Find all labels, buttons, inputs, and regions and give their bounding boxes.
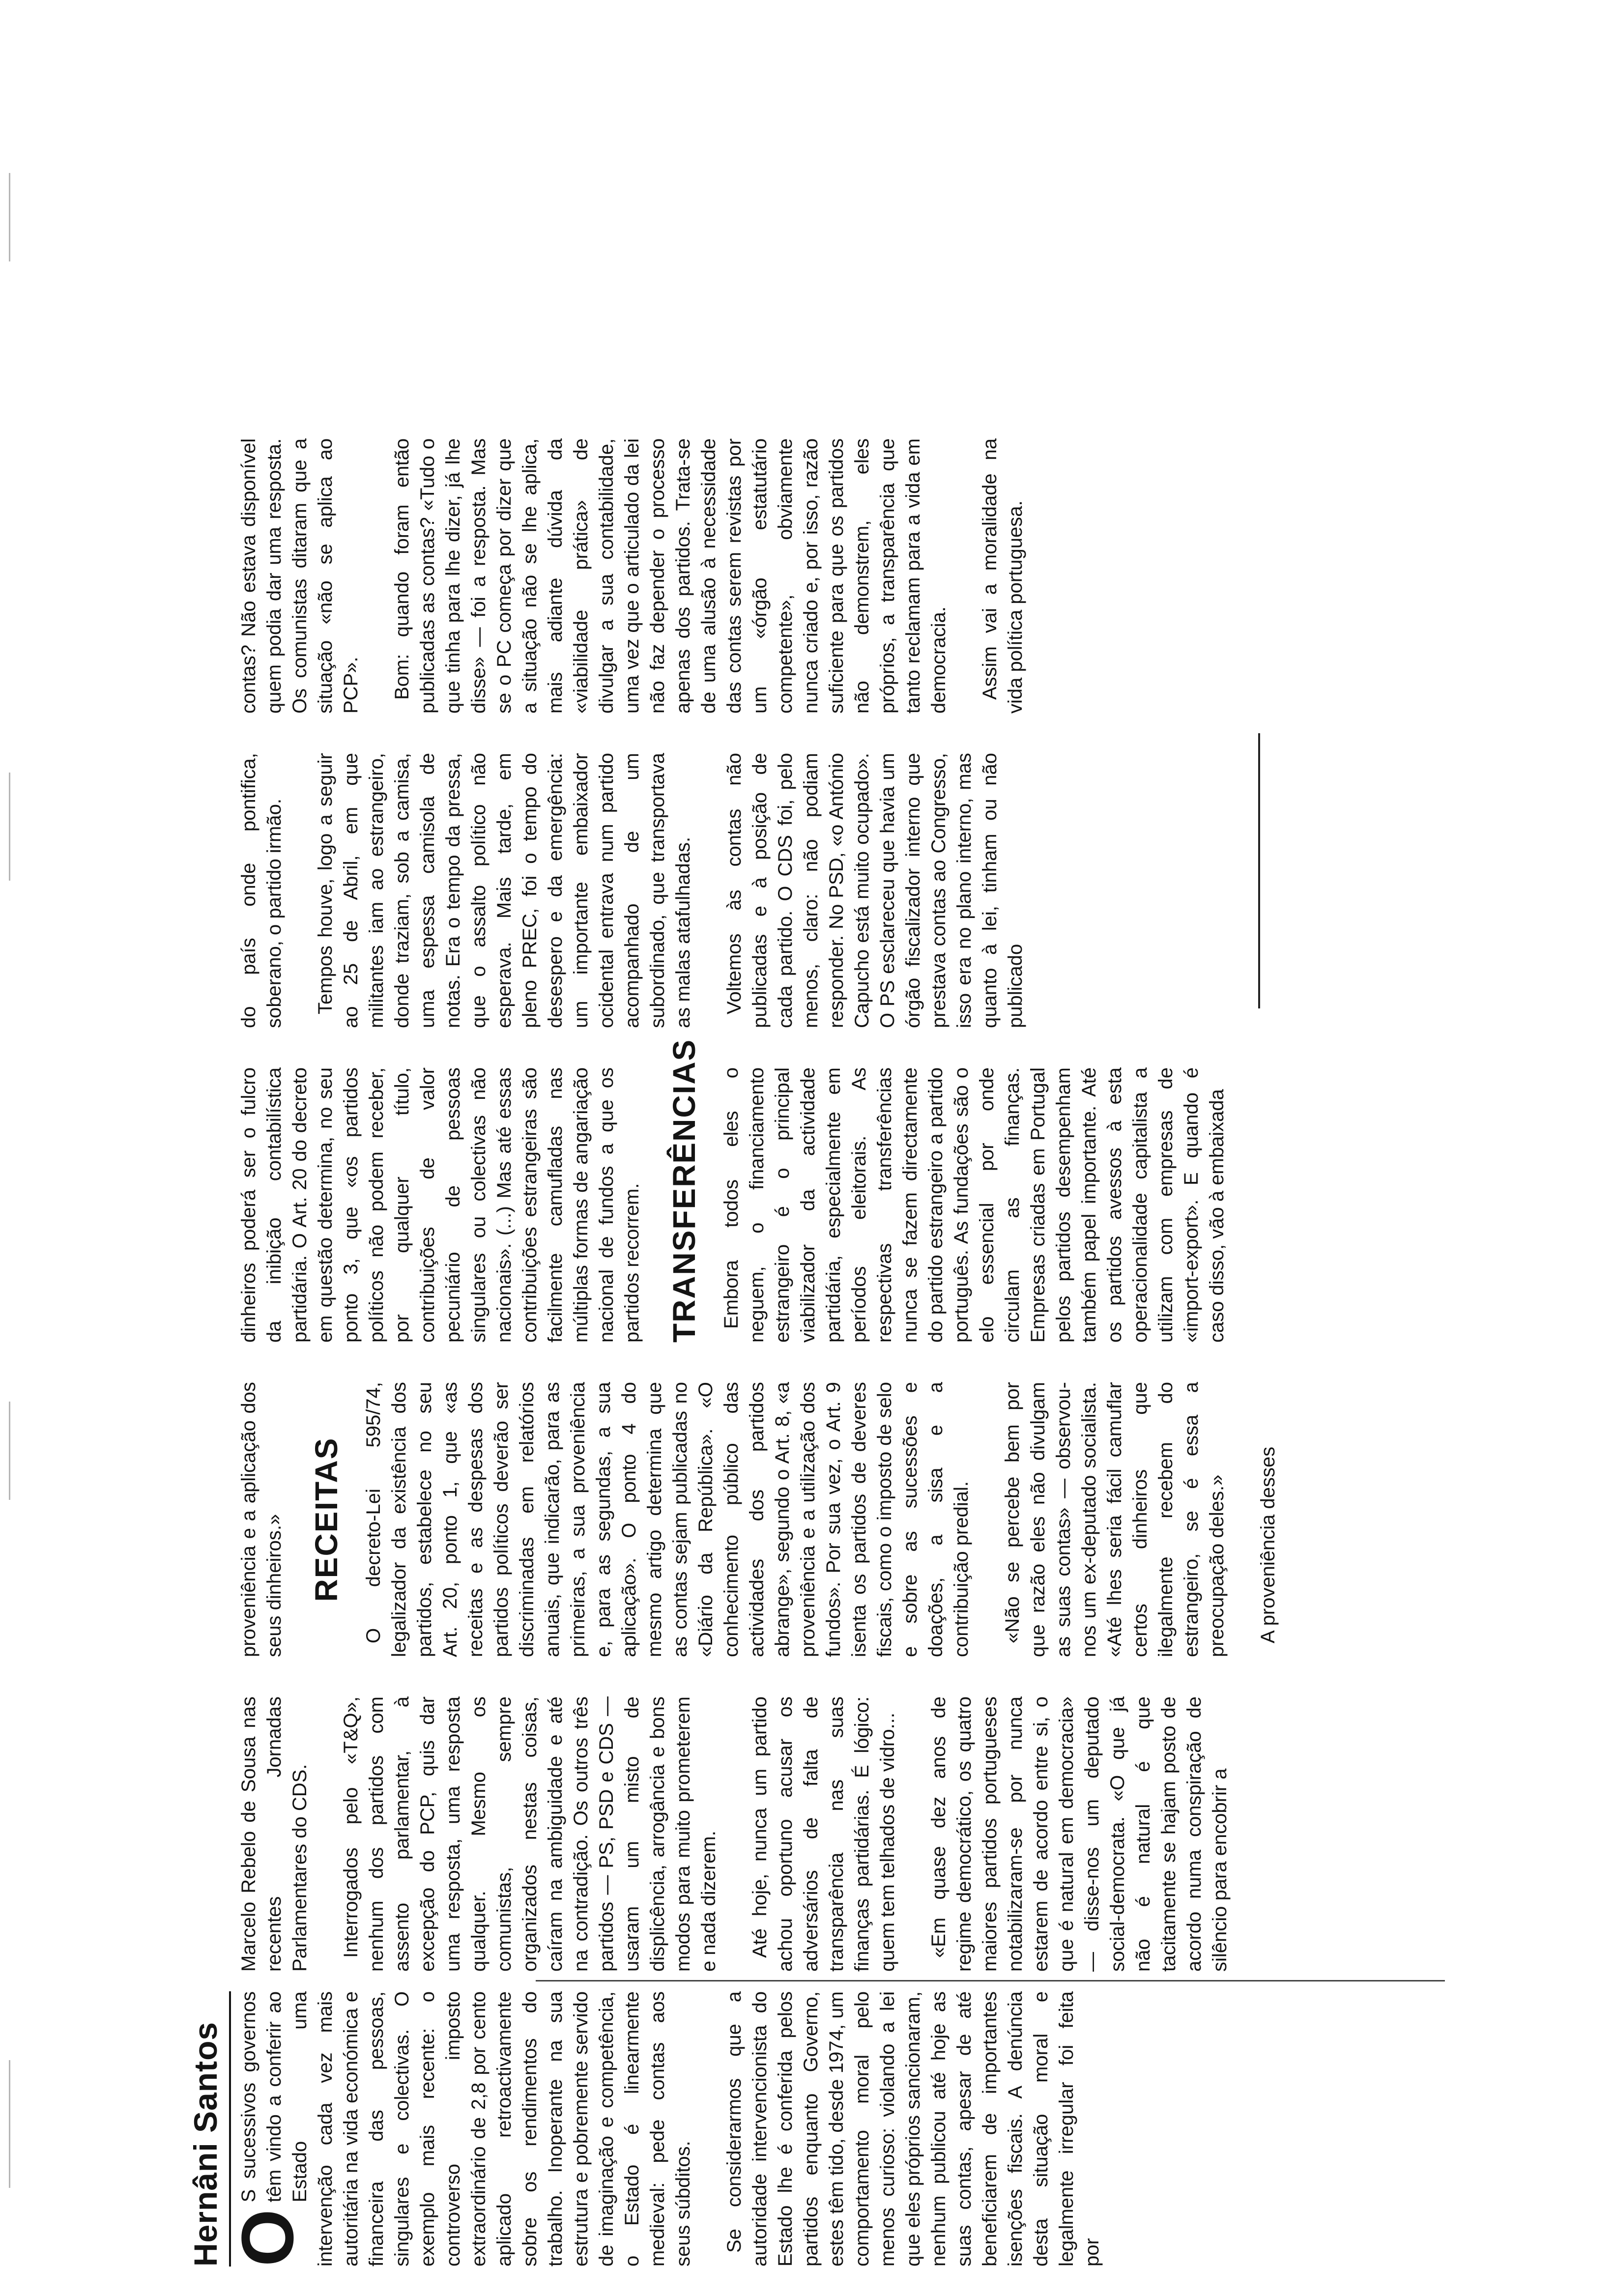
- drop-cap: O: [226, 2209, 309, 2267]
- paragraph: Marcelo Rebelo de Sousa nas recentes Jornadas Parlamentares do CDS.: [238, 1696, 311, 1972]
- column-divider: [536, 1980, 1445, 1981]
- paragraph: «Não se percebe bem por que razão eles não divulgam as suas contas» — observou-nos um ex-deputado socialista. «Até lhes seria fácil camuflar certos dinheiros que ilegalmente recebem do estrangeiro, se é essa a preocupação deles.»: [1002, 1382, 1228, 1657]
- paragraph: «Em quase dez anos de regime democrático, os quatro maiores partidos portugueses notabilizaram-se por nunca estarem de acordo entre si, o que é natural em democracia» — disse-nos um deputado social-democrata. «O que já não é natural é que tacitamente se hajam posto de acordo numa conspiração de silêncio para encobrir a: [928, 1696, 1231, 1972]
- paragraph: Bom: quando foram então publicadas as contas? «Tudo o que tinha para lhe dizer, já lhe disse» — foi a resposta. Mas se o PC começa por dizer que a situação não se lhe aplica, mais adiante dúvida da «viabilidade prática» de divulgar a sua contabilidade, uma vez que o articulado da lei não faz depender o processo apenas dos partidos. Trata-se de uma alusão à necessidade das contas serem revistas por um «órgão estatutário competente», obviamente nunca criado e, por isso, razão suficiente para que os partidos não demonstrem, eles próprios, a transparência que tanto reclamam para a vida em democracia.: [391, 438, 950, 714]
- paragraph: do país onde pontifica, soberano, o partido irmão.: [238, 753, 285, 1028]
- paragraph: A proveniência desses: [1257, 1446, 1279, 1643]
- author-byline: Hernâni Santos: [187, 1991, 231, 2267]
- article-column-6: [236, 438, 1494, 714]
- scan-edge-rule: [9, 773, 10, 881]
- paragraph: Voltemos às contas não publicadas e à posição de cada partido. O CDS foi, pelo menos, claro: não podiam responder. No PSD, «o António Capucho está muito ocupado». O PS esclareceu que havia um órgão fiscalizador interno que prestava contas ao Congresso, isso era no plano interno, mas quanto à lei, tinham ou não publicado: [723, 753, 1026, 1028]
- paragraph: proveniência e a aplicação dos seus dinheiros.»: [238, 1382, 285, 1657]
- article-column-4: [236, 1038, 1494, 1343]
- paragraph: O decreto-Lei 595/74, legalizador da existência dos partidos, estabelece no seu Art. 20, ponto 1, que «as receitas e as despesas dos partidos políticos deverão ser discriminadas em relatórios anuais, que indicarão, para as primeiras, a sua proveniência e, para as segundas, a sua aplicação». O ponto 4 do mesmo artigo determina que as contas sejam publicadas no «Diário da República». «O conhecimento público das actividades dos partidos abrange», segundo o Art. 8, «a proveniência e a utilização dos fundos». Por sua vez, o Art. 9 isenta os partidos de deveres fiscais, como o imposto de selo e sobre as sucessões e doações, a sisa e a contribuição predial.: [363, 1382, 972, 1657]
- paragraph: Assim vai a moralidade na vida política portuguesa.: [979, 438, 1026, 714]
- paragraph: Interrogados pelo «T&Q», nenhum dos partidos com assento parlamentar, à excepção do PCP, quis dar uma resposta, uma resposta qualquer. Mesmo os comunistas, sempre organizados nestas coisas, caíram na ambiguidade e até na contradição. Os outros três partidos — PS, PSD e CDS — usaram um misto de displicência, arrogância e bons modos para muito prometerem e nada dizerem.: [340, 1696, 720, 1972]
- paragraph: Embora todos eles o neguem, o financiamento estrangeiro é o principal viabilizador da actividade partidária, especialmente em períodos eleitorais. As respectivas transferências nunca se fazem directamente do partido estrangeiro a partido português. As fundações são o elo essencial por onde circulam as finanças. Empresas criadas em Portugal pelos partidos desempenham também papel importante. Até os partidos avessos à esta operacionalidade capitalista a utilizam com empresas de «import-export». E quando é caso disso, vão à embaixada: [720, 1067, 1228, 1343]
- paragraph: contas? Não estava disponível quem podia dar uma resposta. Os comunistas ditaram que a situação «não se aplica ao PCP».: [238, 438, 362, 714]
- paragraph: dinheiros poderá ser o fulcro da inibição contabilística partidária. O Art. 20 do decreto em questão determina, no seu ponto 3, que «os partidos políticos não podem receber, por qualquer título, contribuições de valor pecuniário de pessoas singulares ou colectivas não nacionais». (...) Mas até essas contribuições estrangeiras são facilmente camufladas nas múltiplas formas de angariação nacional de fundos a que os partidos recorrem.: [238, 1067, 643, 1343]
- paragraph: Até hoje, nunca um partido achou oportuno acusar os adversários de falta de transparência nas suas finanças partidárias. É lógico: quem tem telhados de vidro...: [749, 1696, 898, 1972]
- scan-edge-rule: [9, 1402, 10, 1500]
- section-subhead: TRANSFERÊNCIAS: [666, 1038, 702, 1343]
- article-column-5: [236, 753, 1494, 1028]
- paragraph-text: S sucessivos governos têm vindo a conferir ao Estado uma intervenção cada vez mais autoritária na vida económica e financeira das pessoas, singulares e colectivas. O exemplo mais recente: o controverso imposto extraordinário de 2,8 por cento aplicado retroactivamente sobre os rendimentos do trabalho. Inoperante na sua estrutura e pobremente servido de imaginação e competência, o Estado é linearmente medieval: pede contas aos seus súbditos.: [238, 1991, 694, 2267]
- article-column-3: [236, 1382, 1494, 1657]
- opening-paragraph: [226, 1991, 696, 2267]
- paragraph: Se considerarmos que a autoridade intervencionista do Estado lhe é conferida pelos partidos enquanto Governo, estes têm tido, desde 1974, um comportamento moral pelo menos curioso: violando a lei que eles próprios sancionaram, nenhum publicou até hoje as suas contas, apesar de até beneficiarem de importantes isenções fiscais. A denúncia desta situação moral e legalmente irregular foi feita por: [723, 1991, 1103, 2267]
- paragraph: Tempos houve, logo a seguir ao 25 de Abril, em que militantes iam ao estrangeiro, donde traziam, sob a camisa, uma espessa camisola de notas. Era o tempo da pressa, que o assalto político não esperava. Mais tarde, em pleno PREC, foi o tempo do desespero e da emergência: um importante embaixador ocidental entrava num partido acompanhado de um subordinado, que transportava as malas atafulhadas.: [315, 753, 694, 1028]
- section-subhead: RECEITAS: [309, 1437, 344, 1602]
- article-end-rule: [1258, 733, 1260, 1008]
- article-column-2: [236, 1696, 1494, 1972]
- scan-edge-rule: [9, 2060, 10, 2188]
- scan-edge-rule: [9, 173, 10, 261]
- article-column-1: [226, 1991, 1494, 2267]
